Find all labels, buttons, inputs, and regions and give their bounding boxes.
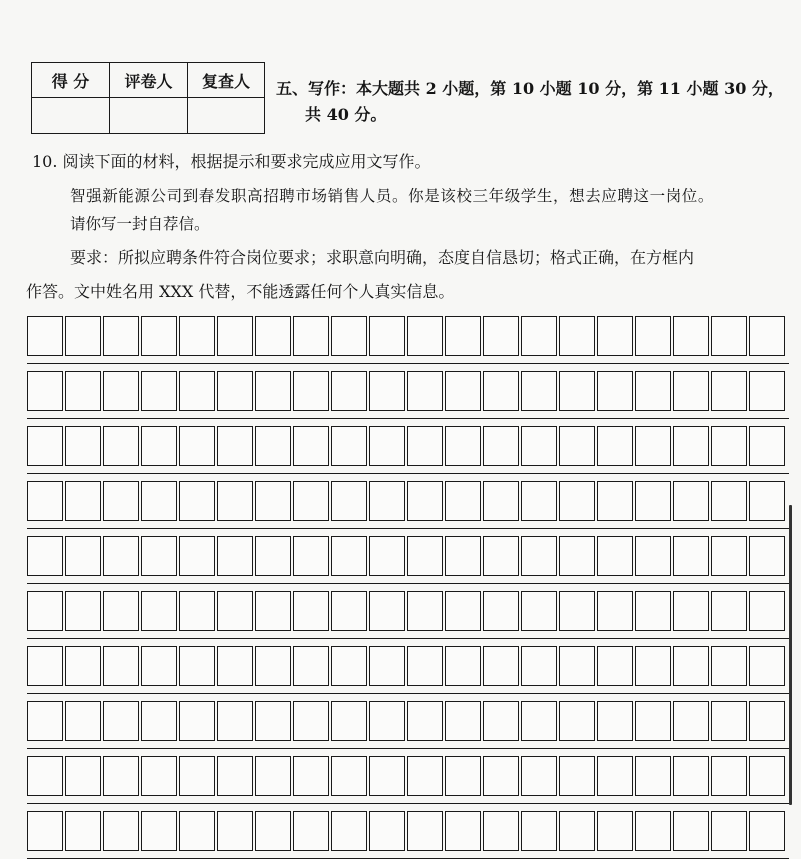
grid-cell[interactable]	[521, 646, 557, 686]
grid-cell[interactable]	[217, 371, 253, 411]
grid-cell[interactable]	[141, 316, 177, 356]
grid-row	[27, 756, 787, 796]
page-edge-bar	[789, 505, 792, 805]
grid-cell[interactable]	[179, 646, 215, 686]
grid-cell[interactable]	[27, 426, 63, 466]
grid-cell[interactable]	[369, 536, 405, 576]
grader-header: 评卷人	[110, 63, 188, 98]
requirement-text-continued: 作答。文中姓名用 XXX 代替，不能透露任何个人真实信息。	[26, 282, 455, 301]
grid-cell[interactable]	[369, 756, 405, 796]
grid-cell[interactable]	[65, 371, 101, 411]
grid-cell[interactable]	[559, 536, 595, 576]
grid-cell[interactable]	[445, 426, 481, 466]
grid-cell[interactable]	[407, 426, 443, 466]
grid-cell[interactable]	[521, 591, 557, 631]
grid-cell[interactable]	[103, 536, 139, 576]
grid-cell[interactable]	[559, 646, 595, 686]
grid-cell[interactable]	[141, 481, 177, 521]
grid-cell[interactable]	[635, 371, 671, 411]
grid-cell[interactable]	[331, 591, 367, 631]
grid-cell[interactable]	[369, 316, 405, 356]
grid-cell[interactable]	[27, 591, 63, 631]
score-box	[31, 62, 265, 134]
row-separator-line	[27, 363, 789, 364]
grid-cell[interactable]	[217, 591, 253, 631]
grid-cell[interactable]	[293, 371, 329, 411]
grid-cell[interactable]	[673, 756, 709, 796]
row-separator-line	[27, 418, 789, 419]
grid-cell[interactable]	[27, 536, 63, 576]
grid-cell[interactable]	[445, 481, 481, 521]
grid-cell[interactable]	[103, 316, 139, 356]
grid-cell[interactable]	[141, 536, 177, 576]
grid-cell[interactable]	[711, 426, 747, 466]
grid-cell[interactable]	[331, 371, 367, 411]
grid-row	[27, 371, 787, 411]
grid-cell[interactable]	[749, 811, 785, 851]
section-title-continued: 共 40 分。	[305, 105, 387, 124]
grid-cell[interactable]	[597, 536, 633, 576]
grid-cell[interactable]	[597, 811, 633, 851]
grid-cell[interactable]	[407, 536, 443, 576]
grid-cell[interactable]	[559, 481, 595, 521]
grid-cell[interactable]	[673, 316, 709, 356]
grid-row	[27, 536, 787, 576]
grid-cell[interactable]	[673, 591, 709, 631]
row-separator-line	[27, 693, 789, 694]
grid-cell[interactable]	[103, 371, 139, 411]
grid-cell[interactable]	[711, 316, 747, 356]
grid-cell[interactable]	[445, 536, 481, 576]
grid-row	[27, 701, 787, 741]
grid-cell[interactable]	[749, 426, 785, 466]
grid-cell[interactable]	[293, 811, 329, 851]
grid-cell[interactable]	[445, 701, 481, 741]
grid-cell[interactable]	[103, 481, 139, 521]
grid-cell[interactable]	[559, 591, 595, 631]
grid-row	[27, 811, 787, 851]
grid-cell[interactable]	[331, 646, 367, 686]
row-separator-line	[27, 528, 789, 529]
requirement-text: 要求：所拟应聘条件符合岗位要求；求职意向明确，态度自信恳切；格式正确，在方框内	[70, 248, 695, 267]
grid-cell[interactable]	[749, 316, 785, 356]
grid-cell[interactable]	[483, 811, 519, 851]
grid-cell[interactable]	[673, 371, 709, 411]
grid-cell[interactable]	[407, 591, 443, 631]
grid-cell[interactable]	[103, 756, 139, 796]
grid-cell[interactable]	[407, 316, 443, 356]
grid-cell[interactable]	[711, 811, 747, 851]
grid-cell[interactable]	[521, 481, 557, 521]
grid-cell[interactable]	[65, 481, 101, 521]
grid-cell[interactable]	[445, 371, 481, 411]
grid-cell[interactable]	[559, 316, 595, 356]
material-text: 智强新能源公司到春发职高招聘市场销售人员。你是该校三年级学生，想去应聘这一岗位。	[70, 187, 715, 205]
grid-cell[interactable]	[749, 591, 785, 631]
grid-cell[interactable]	[141, 591, 177, 631]
grid-cell[interactable]	[331, 481, 367, 521]
grid-cell[interactable]	[559, 756, 595, 796]
grid-cell[interactable]	[293, 316, 329, 356]
grid-cell[interactable]	[103, 811, 139, 851]
question-heading: 10. 阅读下面的材料，根据提示和要求完成应用文写作。	[32, 152, 431, 171]
grid-cell[interactable]	[521, 756, 557, 796]
grid-cell[interactable]	[559, 371, 595, 411]
grid-cell[interactable]	[141, 811, 177, 851]
grid-cell[interactable]	[483, 756, 519, 796]
grid-cell[interactable]	[217, 646, 253, 686]
grid-cell[interactable]	[369, 591, 405, 631]
grid-cell[interactable]	[483, 371, 519, 411]
row-separator-line	[27, 803, 789, 804]
grid-cell[interactable]	[141, 756, 177, 796]
grid-cell[interactable]	[293, 646, 329, 686]
grid-cell[interactable]	[331, 426, 367, 466]
grader-cell	[110, 98, 188, 134]
grid-cell[interactable]	[141, 371, 177, 411]
grid-cell[interactable]	[255, 701, 291, 741]
grid-cell[interactable]	[331, 536, 367, 576]
grid-cell[interactable]	[483, 701, 519, 741]
material-text-continued: 请你写一封自荐信。	[70, 215, 210, 233]
grid-cell[interactable]	[179, 811, 215, 851]
grid-cell[interactable]	[293, 756, 329, 796]
grid-cell[interactable]	[749, 756, 785, 796]
grid-cell[interactable]	[255, 756, 291, 796]
grid-cell[interactable]	[407, 811, 443, 851]
grid-cell[interactable]	[255, 646, 291, 686]
grid-cell[interactable]	[65, 811, 101, 851]
grid-cell[interactable]	[179, 536, 215, 576]
grid-cell[interactable]	[293, 701, 329, 741]
grid-row	[27, 481, 787, 521]
grid-cell[interactable]	[65, 426, 101, 466]
grid-cell[interactable]	[179, 701, 215, 741]
grid-cell[interactable]	[635, 316, 671, 356]
grid-cell[interactable]	[27, 756, 63, 796]
grid-cell[interactable]	[179, 371, 215, 411]
grid-cell[interactable]	[483, 646, 519, 686]
grid-cell[interactable]	[559, 701, 595, 741]
row-separator-line	[27, 583, 789, 584]
grid-cell[interactable]	[483, 536, 519, 576]
grid-cell[interactable]	[711, 701, 747, 741]
grid-cell[interactable]	[27, 701, 63, 741]
grid-cell[interactable]	[293, 426, 329, 466]
grid-cell[interactable]	[407, 646, 443, 686]
row-separator-line	[27, 638, 789, 639]
grid-cell[interactable]	[597, 316, 633, 356]
grid-cell[interactable]	[217, 701, 253, 741]
grid-cell[interactable]	[103, 426, 139, 466]
grid-cell[interactable]	[255, 536, 291, 576]
grid-cell[interactable]	[521, 371, 557, 411]
grid-cell[interactable]	[369, 811, 405, 851]
grid-cell[interactable]	[445, 756, 481, 796]
grid-cell[interactable]	[407, 756, 443, 796]
reviewer-cell	[188, 98, 265, 134]
grid-cell[interactable]	[597, 426, 633, 466]
grid-cell[interactable]	[179, 426, 215, 466]
grid-cell[interactable]	[635, 756, 671, 796]
grid-cell[interactable]	[255, 811, 291, 851]
grid-cell[interactable]	[597, 371, 633, 411]
grid-cell[interactable]	[217, 426, 253, 466]
grid-cell[interactable]	[217, 316, 253, 356]
grid-row	[27, 426, 787, 466]
grid-cell[interactable]	[749, 646, 785, 686]
grid-cell[interactable]	[711, 646, 747, 686]
grid-row	[27, 646, 787, 686]
grid-cell[interactable]	[103, 701, 139, 741]
grid-cell[interactable]	[673, 646, 709, 686]
grid-cell[interactable]	[255, 316, 291, 356]
grid-cell[interactable]	[673, 701, 709, 741]
grid-cell[interactable]	[331, 811, 367, 851]
grid-cell[interactable]	[255, 481, 291, 521]
grid-cell[interactable]	[179, 316, 215, 356]
score-header: 得 分	[32, 63, 110, 98]
grid-cell[interactable]	[369, 371, 405, 411]
grid-cell[interactable]	[179, 756, 215, 796]
row-separator-line	[27, 748, 789, 749]
grid-cell[interactable]	[65, 591, 101, 631]
grid-cell[interactable]	[369, 426, 405, 466]
grid-cell[interactable]	[711, 371, 747, 411]
grid-cell[interactable]	[369, 701, 405, 741]
grid-cell[interactable]	[369, 646, 405, 686]
row-separator-line	[27, 473, 789, 474]
grid-cell[interactable]	[331, 701, 367, 741]
grid-cell[interactable]	[65, 646, 101, 686]
grid-cell[interactable]	[673, 536, 709, 576]
grid-cell[interactable]	[635, 811, 671, 851]
grid-cell[interactable]	[597, 591, 633, 631]
grid-cell[interactable]	[749, 481, 785, 521]
grid-cell[interactable]	[255, 591, 291, 631]
grid-cell[interactable]	[711, 536, 747, 576]
grid-cell[interactable]	[179, 481, 215, 521]
grid-cell[interactable]	[217, 481, 253, 521]
grid-cell[interactable]	[673, 481, 709, 521]
grid-cell[interactable]	[635, 536, 671, 576]
reviewer-header: 复查人	[188, 63, 265, 98]
grid-cell[interactable]	[445, 646, 481, 686]
grid-cell[interactable]	[483, 426, 519, 466]
grid-cell[interactable]	[483, 481, 519, 521]
grid-cell[interactable]	[711, 756, 747, 796]
grid-cell[interactable]	[27, 646, 63, 686]
score-cell	[32, 98, 110, 134]
grid-cell[interactable]	[597, 756, 633, 796]
grid-cell[interactable]	[27, 811, 63, 851]
grid-cell[interactable]	[445, 591, 481, 631]
grid-cell[interactable]	[597, 481, 633, 521]
grid-cell[interactable]	[711, 481, 747, 521]
grid-row	[27, 316, 787, 356]
section-title: 五、写作：本大题共 2 小题，第 10 小题 10 分，第 11 小题 30 分，	[276, 79, 784, 98]
grid-cell[interactable]	[255, 426, 291, 466]
grid-cell[interactable]	[65, 701, 101, 741]
grid-cell[interactable]	[521, 701, 557, 741]
grid-cell[interactable]	[445, 316, 481, 356]
grid-cell[interactable]	[103, 646, 139, 686]
grid-cell[interactable]	[749, 536, 785, 576]
writing-grid[interactable]	[27, 316, 789, 846]
grid-cell[interactable]	[65, 756, 101, 796]
grid-cell[interactable]	[141, 426, 177, 466]
grid-cell[interactable]	[65, 536, 101, 576]
grid-cell[interactable]	[27, 371, 63, 411]
grid-cell[interactable]	[483, 591, 519, 631]
grid-cell[interactable]	[673, 811, 709, 851]
grid-cell[interactable]	[521, 811, 557, 851]
grid-cell[interactable]	[635, 701, 671, 741]
grid-cell[interactable]	[407, 371, 443, 411]
grid-cell[interactable]	[27, 481, 63, 521]
grid-cell[interactable]	[635, 646, 671, 686]
grid-cell[interactable]	[65, 316, 101, 356]
grid-cell[interactable]	[293, 536, 329, 576]
grid-cell[interactable]	[407, 481, 443, 521]
grid-cell[interactable]	[673, 426, 709, 466]
grid-cell[interactable]	[445, 811, 481, 851]
grid-cell[interactable]	[331, 756, 367, 796]
grid-cell[interactable]	[749, 701, 785, 741]
grid-cell[interactable]	[559, 426, 595, 466]
grid-cell[interactable]	[179, 591, 215, 631]
grid-cell[interactable]	[559, 811, 595, 851]
grid-cell[interactable]	[635, 591, 671, 631]
grid-cell[interactable]	[597, 646, 633, 686]
grid-cell[interactable]	[483, 316, 519, 356]
grid-cell[interactable]	[217, 811, 253, 851]
grid-cell[interactable]	[521, 426, 557, 466]
grid-cell[interactable]	[407, 701, 443, 741]
grid-cell[interactable]	[141, 701, 177, 741]
grid-cell[interactable]	[217, 536, 253, 576]
grid-cell[interactable]	[293, 481, 329, 521]
grid-cell[interactable]	[141, 646, 177, 686]
grid-cell[interactable]	[103, 591, 139, 631]
grid-cell[interactable]	[635, 426, 671, 466]
grid-row	[27, 591, 787, 631]
grid-cell[interactable]	[293, 591, 329, 631]
grid-cell[interactable]	[521, 536, 557, 576]
grid-cell[interactable]	[749, 371, 785, 411]
grid-cell[interactable]	[369, 481, 405, 521]
grid-cell[interactable]	[255, 371, 291, 411]
grid-cell[interactable]	[635, 481, 671, 521]
grid-cell[interactable]	[597, 701, 633, 741]
grid-cell[interactable]	[27, 316, 63, 356]
grid-cell[interactable]	[217, 756, 253, 796]
grid-cell[interactable]	[331, 316, 367, 356]
grid-cell[interactable]	[521, 316, 557, 356]
grid-cell[interactable]	[711, 591, 747, 631]
